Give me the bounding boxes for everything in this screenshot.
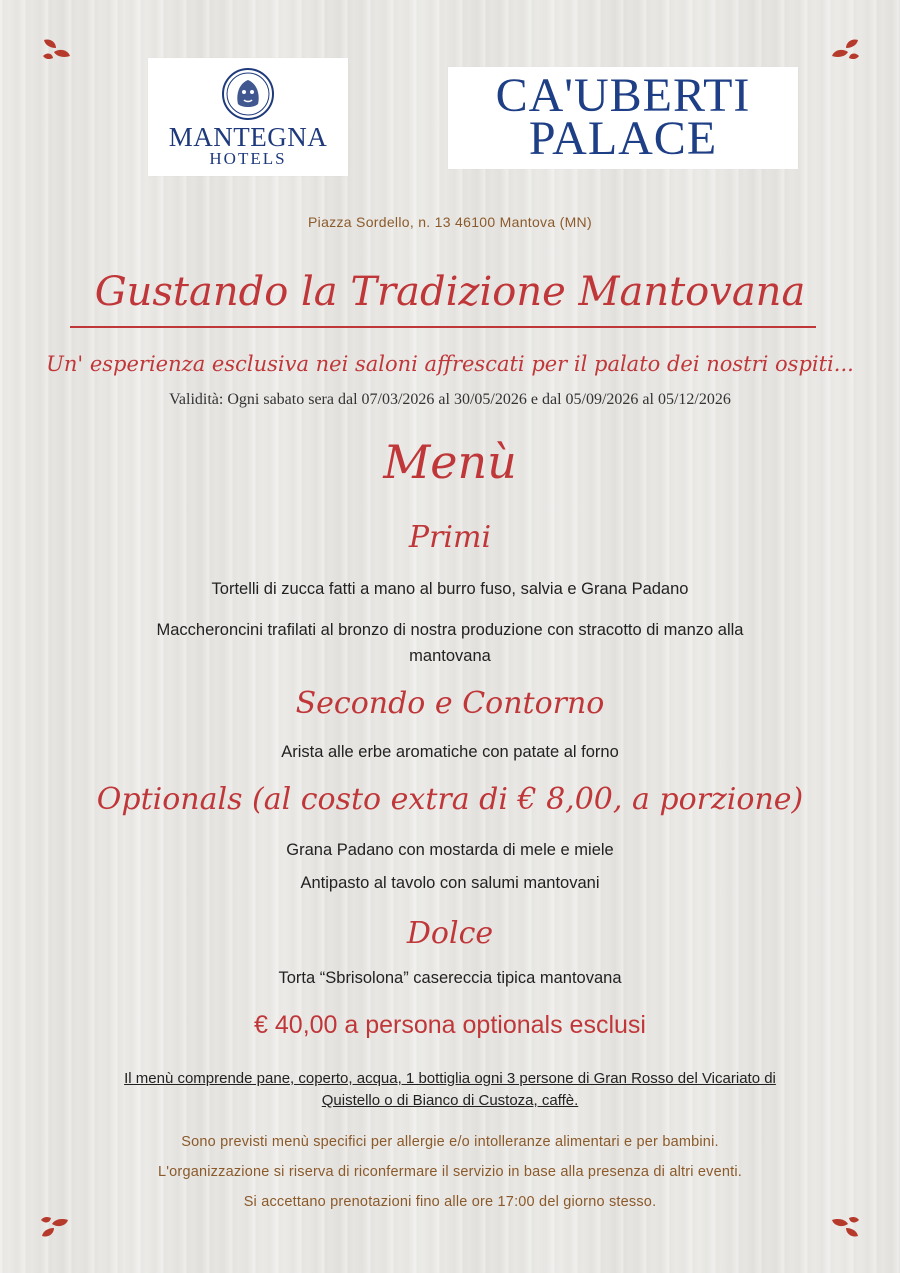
mantegna-sub: HOTELS	[209, 149, 287, 168]
page-title: Gustando la Tradizione Mantovana	[94, 269, 806, 315]
leaf-ornament-icon	[828, 36, 862, 64]
menu-title: Menù	[383, 435, 517, 489]
dish-item: Tortelli di zucca fatti a mano al burro fuso, salvia e Grana Padano	[211, 580, 689, 598]
address: Piazza Sordello, n. 13 46100 Mantova (MN)	[308, 214, 592, 230]
dish-item: Torta “Sbrisolona” casereccia tipica mantovana	[278, 969, 622, 987]
title-underline	[70, 326, 816, 328]
dish-item: Antipasto al tavolo con salumi mantovani	[300, 874, 600, 892]
leaf-ornament-icon	[40, 36, 74, 64]
price: € 40,00 a persona optionals esclusi	[254, 1011, 646, 1039]
section-heading-dolce: Dolce	[406, 916, 494, 951]
mantegna-hotels-logo	[148, 58, 348, 176]
validity: Validità: Ogni sabato sera dal 07/03/2026 al 30/05/2026 e dal 05/09/2026 al 05/12/2026	[169, 391, 731, 408]
cauberti-line1: CA'UBERTI	[495, 69, 751, 122]
lion-head-emblem-icon	[220, 66, 276, 122]
dish-item: mantovana	[409, 647, 491, 665]
cauberti-palace-logo	[448, 67, 798, 169]
note-line: Si accettano prenotazioni fino alle ore 17:00 del giorno stesso.	[243, 1194, 657, 1210]
includes-line: Il menù comprende pane, coperto, acqua, 1 bottiglia ogni 3 persone di Gran Rosso del Vicariato di	[124, 1070, 776, 1087]
section-heading-primi: Primi	[408, 520, 492, 555]
dish-item: Grana Padano con mostarda di mele e miele	[286, 841, 614, 859]
leaf-ornament-icon	[38, 1212, 72, 1240]
includes-line: Quistello o di Bianco di Custoza, caffè.	[321, 1092, 579, 1109]
note-line: Sono previsti menù specifici per allergie e/o intolleranze alimentari e per bambini.	[181, 1134, 719, 1150]
note-line: L'organizzazione si riserva di riconfermare il servizio in base alla presenza di altri eventi.	[157, 1164, 743, 1180]
subtitle: Un' esperienza esclusiva nei saloni affrescati per il palato dei nostri ospiti...	[46, 352, 854, 376]
leaf-ornament-icon	[828, 1212, 862, 1240]
dish-item: Maccheroncini trafilati al bronzo di nostra produzione con stracotto di manzo alla	[156, 621, 744, 639]
dish-item: Arista alle erbe aromatiche con patate al forno	[281, 743, 619, 761]
section-heading-optionals: Optionals (al costo extra di € 8,00, a porzione)	[96, 782, 804, 817]
section-heading-secondo: Secondo e Contorno	[295, 686, 605, 721]
mantegna-name: MANTEGNA	[168, 122, 328, 152]
cauberti-line2: PALACE	[528, 112, 718, 165]
